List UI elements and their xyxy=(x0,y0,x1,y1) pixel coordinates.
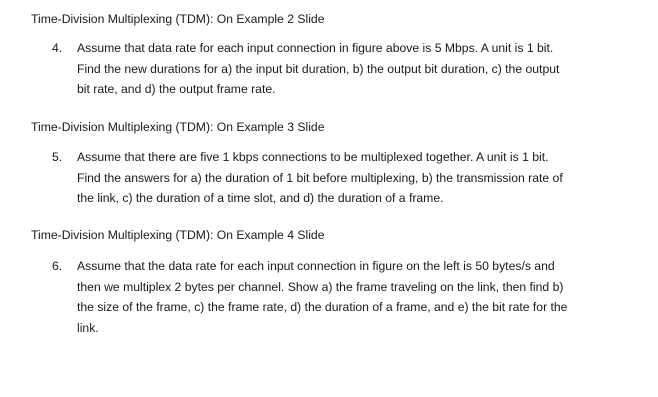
question-line: Assume that the data rate for each input connection in figure on the left is 50 bytes/s and xyxy=(77,259,555,273)
question-text xyxy=(77,38,652,100)
question-line: the link, c) the duration of a time slot, and d) the duration of a frame. xyxy=(77,191,444,205)
question-line: bit rate, and d) the output frame rate. xyxy=(77,82,276,96)
question-number: 4. xyxy=(52,41,63,55)
question-line: Assume that data rate for each input connection in figure above is 5 Mbps. A unit is 1 bit. xyxy=(77,41,554,55)
question-number: 5. xyxy=(52,150,63,164)
section-heading: Time-Division Multiplexing (TDM): On Example 2 Slide xyxy=(31,12,325,26)
question-line: then we multiplex 2 bytes per channel. Show a) the frame traveling on the link, then find b) xyxy=(77,279,564,294)
question-number: 6. xyxy=(52,259,63,273)
question-line: Assume that there are five 1 kbps connections to be multiplexed together. A unit is 1 bit. xyxy=(77,150,549,164)
question-text xyxy=(77,256,652,338)
question-line: link. xyxy=(77,320,99,335)
question-text xyxy=(77,147,652,209)
question-line: Find the answers for a) the duration of 1 bit before multiplexing, b) the transmission rate of xyxy=(77,170,563,185)
question-line: Find the new durations for a) the input bit duration, b) the output bit duration, c) the output xyxy=(77,61,560,76)
question-line: the size of the frame, c) the frame rate, d) the duration of a frame, and e) the bit rate for the xyxy=(77,300,568,314)
section-heading: Time-Division Multiplexing (TDM): On Example 3 Slide xyxy=(31,120,325,134)
section-heading: Time-Division Multiplexing (TDM): On Example 4 Slide xyxy=(31,228,325,242)
